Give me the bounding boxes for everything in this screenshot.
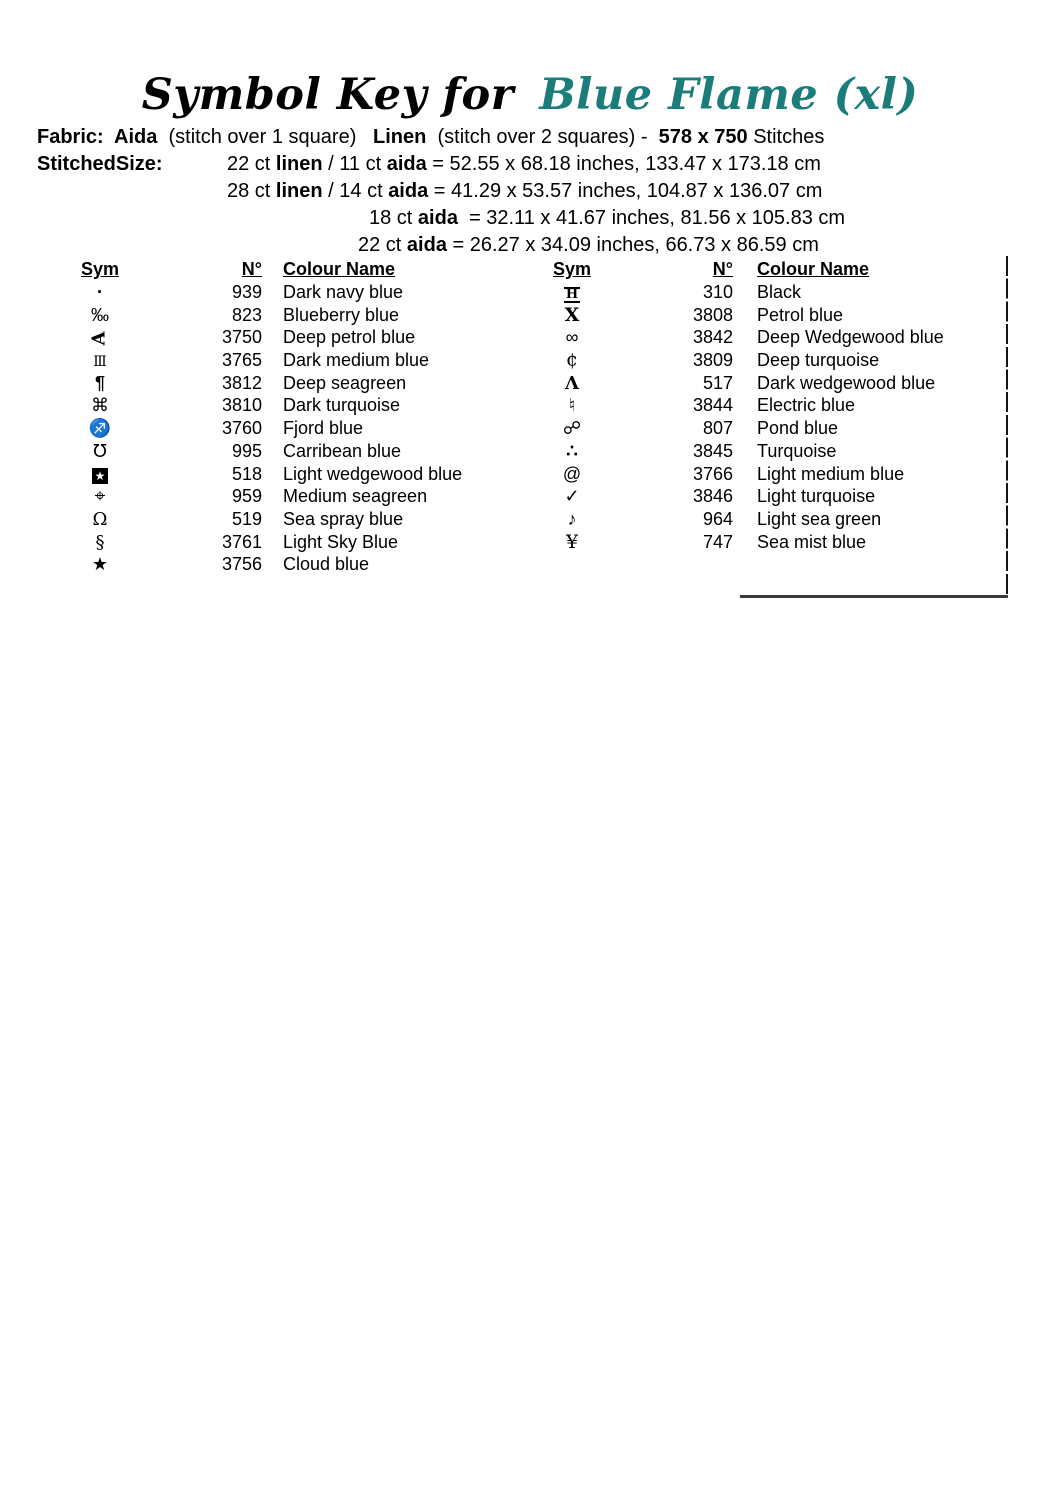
colour-name: Dark navy blue	[283, 282, 404, 302]
colour-name: Light medium blue	[757, 463, 905, 484]
symbol-cell	[60, 485, 140, 509]
dmc-number: 3761	[221, 531, 262, 552]
symbol-cell	[532, 326, 612, 349]
text-segment: 22 ct	[358, 234, 407, 256]
colour-name: Dark medium blue	[283, 350, 430, 371]
text-segment: aida	[406, 234, 447, 256]
text-segment: aida	[386, 153, 427, 175]
colour-name: Electric blue	[757, 395, 856, 416]
title-pattern-name: Blue Flame (xl)	[539, 70, 919, 120]
text-segment: 18 ct	[369, 207, 418, 229]
colour-name: Deep seagreen	[283, 372, 407, 393]
fabric-line	[37, 126, 824, 149]
colour-name: Light wedgewood blue	[283, 463, 463, 484]
symbol-row	[532, 463, 1008, 486]
text-segment: / 14 ct	[322, 180, 389, 202]
text-segment: = 52.55 x 68.18 inches, 133.47 x 173.18 cm	[426, 153, 821, 175]
dmc-number: 517	[702, 372, 733, 393]
stitched-size-lines	[0, 153, 1060, 261]
black-star-icon: ★	[91, 554, 109, 575]
symbol-table-right	[532, 258, 1008, 553]
dmc-number: 807	[702, 418, 733, 439]
header-colour-name: Colour Name	[757, 259, 870, 279]
text-segment: Linen	[373, 126, 427, 148]
stitched-size-line	[0, 153, 1060, 180]
symbol-row	[60, 326, 510, 349]
text-segment: (stitch over 1 square)	[157, 126, 374, 148]
symbol-row	[532, 440, 1008, 463]
rotated-a-icon: A	[88, 331, 110, 346]
page-title	[0, 70, 1060, 120]
per-mille-icon: ‰	[91, 304, 109, 325]
table-body-right	[532, 281, 1008, 553]
sagittarius-arrow-icon: ♐	[88, 418, 112, 439]
colour-name: Medium seagreen	[283, 486, 428, 507]
dmc-number: 3844	[692, 395, 733, 416]
text-segment: linen	[275, 153, 323, 175]
symbol-row	[60, 485, 510, 508]
symbol-cell	[60, 531, 140, 555]
dot-icon: ·	[96, 282, 104, 303]
symbol-row	[60, 463, 510, 486]
symbol-cell	[60, 326, 140, 350]
symbol-row	[532, 485, 1008, 508]
dmc-number: 823	[231, 304, 262, 325]
colour-name: Dark turquoise	[283, 395, 401, 416]
text-segment: / 11 ct	[322, 153, 387, 175]
stitched-size-line	[0, 234, 1060, 261]
colour-name: Sea mist blue	[757, 531, 867, 552]
yen-sign-icon: ¥	[565, 530, 579, 553]
stitched-size-line	[0, 180, 1060, 207]
dmc-number: 3766	[692, 463, 733, 484]
symbol-row	[532, 281, 1008, 304]
title-prefix: Symbol Key for	[141, 70, 530, 120]
table-header-right	[532, 258, 1008, 281]
cent-sign-icon: ¢	[565, 349, 579, 372]
lambda-icon: Λ	[565, 372, 579, 394]
colour-name: Light turquoise	[757, 486, 876, 507]
symbol-cell	[532, 485, 612, 508]
dmc-number: 959	[231, 486, 262, 507]
pilcrow-icon: ¶	[94, 372, 105, 393]
bracketed-h-icon: H	[565, 287, 579, 302]
text-segment: (stitch over 2 squares) -	[426, 126, 659, 148]
opposition-icon: ☍	[562, 418, 582, 439]
inverted-ohm-icon: ℧	[93, 440, 107, 461]
roman-three-icon: Ⅲ	[93, 354, 107, 371]
text-segment: 22 ct	[227, 153, 276, 175]
symbol-cell	[60, 463, 140, 486]
dmc-number: 995	[231, 440, 262, 461]
therefore-icon: ∴	[566, 440, 578, 461]
dmc-number: 3842	[692, 327, 733, 348]
symbol-cell	[532, 440, 612, 463]
text-segment: = 41.29 x 53.57 inches, 104.87 x 136.07 cm	[428, 180, 823, 202]
dmc-number: 310	[702, 282, 733, 302]
colour-name: Deep turquoise	[757, 350, 880, 371]
header-colour-name: Colour Name	[283, 259, 396, 279]
command-icon: ⌘	[91, 395, 109, 416]
colour-name: Light sea green	[757, 508, 882, 529]
colour-name: Sea spray blue	[283, 508, 404, 529]
dmc-number: 3809	[692, 350, 733, 371]
table-right-border	[1006, 256, 1008, 597]
position-target-icon: ⌖	[94, 486, 106, 508]
infinity-icon: ∞	[565, 327, 579, 348]
symbol-row	[532, 417, 1008, 440]
symbol-cell	[60, 508, 140, 532]
symbol-row	[60, 553, 510, 576]
text-segment: linen	[275, 180, 323, 202]
text-segment: Stitches	[747, 126, 825, 148]
header-sym: Sym	[552, 259, 592, 279]
symbol-row	[532, 349, 1008, 372]
colour-name: Cloud blue	[283, 554, 370, 575]
check-mark-icon: ✓	[564, 486, 580, 507]
symbol-row	[532, 508, 1008, 531]
dmc-number: 519	[231, 508, 262, 529]
colour-name: Fjord blue	[283, 418, 364, 439]
symbol-cell	[532, 304, 612, 327]
dmc-number: 939	[231, 282, 262, 302]
symbol-cell	[60, 349, 140, 374]
dmc-number: 3760	[221, 418, 262, 439]
colour-name: Black	[757, 282, 802, 302]
dmc-number: 3845	[692, 440, 733, 461]
dmc-number: 3810	[221, 395, 262, 416]
symbol-row	[60, 372, 510, 395]
text-segment: aida	[417, 207, 458, 229]
symbol-cell	[532, 349, 612, 372]
symbol-cell	[60, 394, 140, 417]
symbol-cell	[60, 417, 140, 440]
star-in-square-icon: ★	[92, 468, 109, 484]
dmc-number: 3750	[221, 327, 262, 348]
bold-x-icon: X	[564, 303, 580, 326]
symbol-cell	[532, 508, 612, 531]
header-number: N°	[241, 259, 262, 279]
symbol-cell	[532, 281, 612, 304]
stitched-size-line	[0, 207, 1060, 234]
colour-name: Light Sky Blue	[283, 531, 399, 552]
colour-name: Carribean blue	[283, 440, 402, 461]
symbol-cell	[60, 553, 140, 576]
symbol-row	[532, 326, 1008, 349]
symbol-row	[60, 394, 510, 417]
colour-name: Deep petrol blue	[283, 327, 416, 348]
text-segment: = 26.27 x 34.09 inches, 66.73 x 86.59 cm	[446, 234, 819, 256]
symbol-cell	[532, 463, 612, 486]
header-number: N°	[712, 259, 733, 279]
symbol-row	[60, 281, 510, 304]
text-segment: aida	[388, 180, 429, 202]
omega-icon: Ω	[92, 508, 108, 530]
dmc-number: 3808	[692, 304, 733, 325]
symbol-cell	[532, 531, 612, 554]
text-segment: Fabric: Aida	[37, 126, 158, 148]
table-body-left	[60, 281, 510, 576]
table-bottom-border	[740, 595, 1008, 598]
symbol-cell	[60, 440, 140, 463]
symbol-row	[60, 349, 510, 372]
dmc-number: 964	[702, 508, 733, 529]
symbol-cell	[60, 372, 140, 395]
colour-name: Turquoise	[757, 440, 837, 461]
text-segment: = 32.11 x 41.67 inches, 81.56 x 105.83 cm	[457, 207, 846, 229]
symbol-row	[532, 394, 1008, 417]
stitched-size-label: StitchedSize:	[37, 153, 163, 175]
eighth-note-icon: ♪	[567, 508, 577, 529]
dmc-number: 518	[231, 463, 262, 484]
symbol-row	[60, 531, 510, 554]
symbol-cell	[532, 417, 612, 440]
dmc-number: 3765	[221, 350, 262, 371]
header-sym: Sym	[80, 259, 120, 279]
symbol-row	[60, 440, 510, 463]
symbol-row	[532, 304, 1008, 327]
text-segment: 578 x 750	[658, 126, 748, 148]
natural-sign-icon: ♮	[568, 395, 576, 416]
text-segment: 28 ct	[227, 180, 276, 202]
colour-name: Deep Wedgewood blue	[757, 327, 944, 348]
symbol-row	[532, 531, 1008, 554]
symbol-cell	[532, 372, 612, 396]
section-sign-icon: §	[95, 531, 105, 553]
symbol-cell	[532, 394, 612, 417]
symbol-table-left	[60, 258, 510, 576]
dmc-number: 747	[702, 531, 733, 552]
symbol-row	[60, 304, 510, 327]
at-sign-icon: @	[562, 463, 582, 484]
symbol-row	[60, 508, 510, 531]
colour-name: Blueberry blue	[283, 304, 400, 325]
dmc-number: 3846	[692, 486, 733, 507]
dmc-number: 3812	[221, 372, 262, 393]
colour-name: Pond blue	[757, 418, 839, 439]
table-header-left	[60, 258, 510, 281]
symbol-row	[532, 372, 1008, 395]
dmc-number: 3756	[221, 554, 262, 575]
symbol-cell	[60, 281, 140, 305]
symbol-cell	[60, 304, 140, 327]
symbol-row	[60, 417, 510, 440]
colour-name: Petrol blue	[757, 304, 844, 325]
colour-name: Dark wedgewood blue	[757, 372, 936, 393]
